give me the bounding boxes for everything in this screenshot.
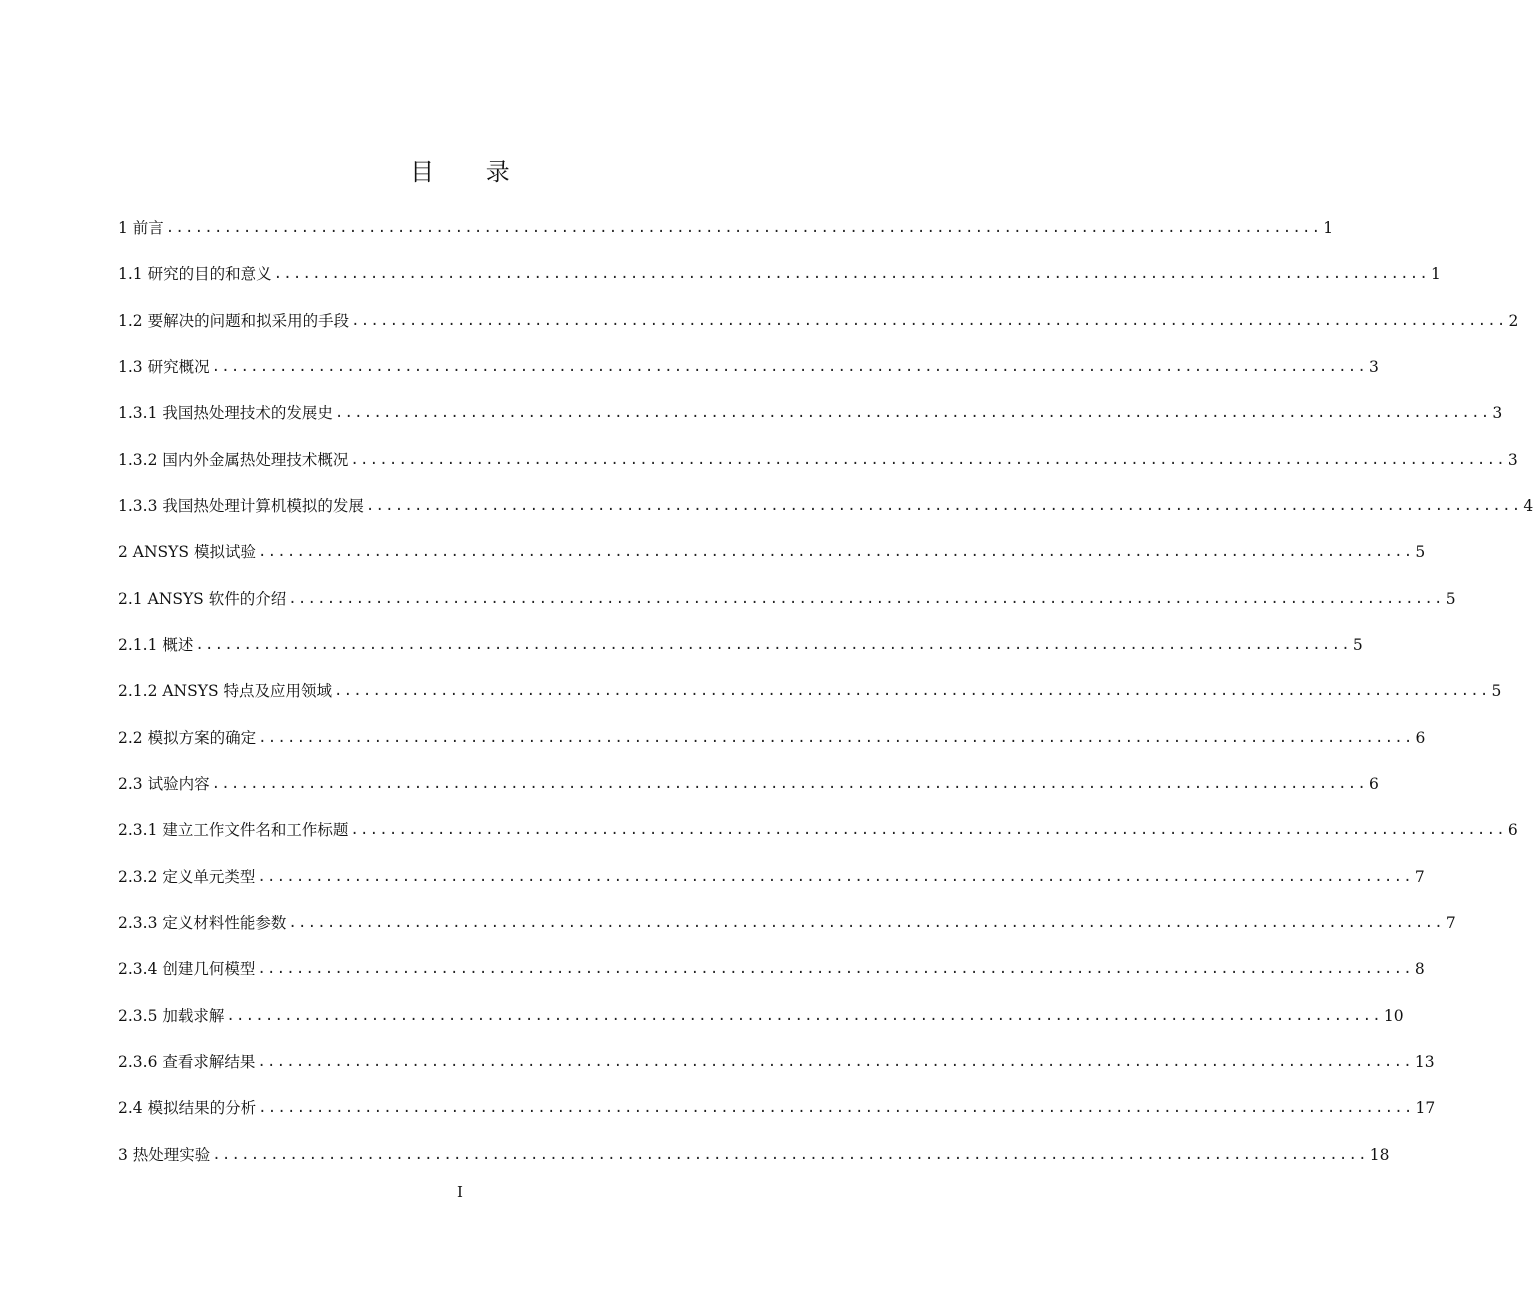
toc-dot-leader: ........................................................................................................................ [211,359,1368,376]
toc-entry-page: 3 [1507,450,1518,469]
toc-entry-page: 1 [1431,265,1441,284]
toc-entry-page: 17 [1415,1099,1436,1118]
toc-entry-label: 1.3 研究概况 [118,358,210,377]
toc-entry[interactable] [118,993,1404,1039]
toc-entry-page: 7 [1445,914,1456,933]
toc-dot-leader: ........................................................................................................................ [288,915,1444,932]
toc-entry-label: 1 前言 [118,219,164,238]
toc-entry-page: 5 [1415,543,1426,562]
toc-entry-label: 2.1.2 ANSYS 特点及应用领域 [118,682,333,701]
toc-entry[interactable] [118,946,1425,992]
toc-entry-page: 3 [1369,358,1379,377]
toc-dot-leader: ........................................................................................................................ [211,776,1368,793]
toc-entry[interactable] [118,1039,1435,1085]
toc-entry[interactable] [118,1132,1390,1178]
toc-entry[interactable] [118,761,1379,807]
toc-entry-label: 2.3.5 加载求解 [118,1006,225,1025]
toc-entry[interactable] [118,251,1441,297]
toc-dot-leader: ........................................................................................................................ [258,729,1414,746]
toc-entry-label: 1.3.1 我国热处理技术的发展史 [118,404,333,423]
toc-entry-label: 2.2 模拟方案的确定 [118,728,257,747]
toc-entry-page: 5 [1491,682,1502,701]
toc-entry[interactable] [118,668,1502,714]
toc-entry-label: 2.1.1 概述 [118,636,194,655]
toc-entry-label: 2 ANSYS 模拟试验 [118,543,256,562]
toc-entry-label: 2.3.4 创建几何模型 [118,960,256,979]
toc-dot-leader: ........................................................................................................................ [334,683,1490,700]
toc-entry-label: 1.3.3 我国热处理计算机模拟的发展 [118,497,364,516]
table-of-contents [118,205,1533,1178]
toc-dot-leader: ........................................................................................................................ [273,266,1430,283]
toc-dot-leader: ........................................................................................................................ [226,1007,1382,1024]
toc-dot-leader: ........................................................................................................................ [212,1146,1368,1163]
toc-entry[interactable] [118,344,1379,390]
toc-entry-label: 1.1 研究的目的和意义 [118,265,272,284]
toc-entry-label: 1.2 要解决的问题和拟采用的手段 [118,311,350,330]
toc-dot-leader: ........................................................................................................................ [334,405,1491,422]
page-title: 目 录 [410,158,532,186]
toc-entry[interactable] [118,854,1425,900]
toc-entry[interactable] [118,483,1533,529]
page-number: I [457,1183,463,1201]
toc-entry-label: 2.3.1 建立工作文件名和工作标题 [118,821,349,840]
toc-dot-leader: ........................................................................................................................ [165,220,1322,237]
toc-entry-page: 6 [1369,775,1379,794]
toc-entry[interactable] [118,900,1456,946]
toc-entry[interactable] [118,390,1503,436]
toc-entry[interactable] [118,576,1456,622]
toc-entry[interactable] [118,529,1426,575]
toc-entry-label: 2.3.2 定义单元类型 [118,867,256,886]
toc-entry[interactable] [118,437,1518,483]
toc-entry-page: 18 [1369,1145,1390,1164]
toc-entry-page: 8 [1414,960,1425,979]
toc-dot-leader: ........................................................................................................................ [257,544,1414,561]
toc-entry-page: 7 [1414,867,1425,886]
toc-entry-label: 1.3.2 国内外金属热处理技术概况 [118,450,349,469]
toc-dot-leader: ........................................................................................................................ [257,1054,1413,1071]
toc-dot-leader: ........................................................................................................................ [350,451,1506,468]
toc-entry-page: 3 [1492,404,1503,423]
toc-entry[interactable] [118,622,1363,668]
toc-entry-label: 3 热处理实验 [118,1145,211,1164]
toc-entry[interactable] [118,298,1519,344]
toc-entry-page: 2 [1508,311,1519,330]
toc-entry-page: 5 [1352,636,1363,655]
toc-dot-leader: ........................................................................................................................ [351,312,1507,329]
toc-dot-leader: ........................................................................................................................ [257,868,1413,885]
toc-dot-leader: ........................................................................................................................ [365,498,1522,515]
toc-entry-label: 2.3.6 查看求解结果 [118,1053,256,1072]
toc-entry-page: 5 [1445,589,1456,608]
toc-entry-page: 6 [1507,821,1518,840]
toc-entry-page: 6 [1415,728,1426,747]
toc-entry-label: 2.3 试验内容 [118,775,210,794]
toc-entry[interactable] [118,205,1334,251]
toc-dot-leader: ........................................................................................................................ [257,961,1413,978]
toc-dot-leader: ........................................................................................................................ [258,1100,1414,1117]
toc-entry-label: 2.1 ANSYS 软件的介绍 [118,589,287,608]
toc-dot-leader: ........................................................................................................................ [350,822,1506,839]
toc-dot-leader: ........................................................................................................................ [195,637,1351,654]
toc-entry-label: 2.3.3 定义材料性能参数 [118,914,287,933]
toc-entry-page: 10 [1383,1006,1404,1025]
toc-entry-page: 1 [1323,219,1334,238]
toc-entry-label: 2.4 模拟结果的分析 [118,1099,257,1118]
toc-entry[interactable] [118,807,1518,853]
toc-entry[interactable] [118,715,1426,761]
toc-entry-page: 4 [1523,497,1533,516]
toc-entry[interactable] [118,1085,1436,1131]
toc-entry-page: 13 [1414,1053,1435,1072]
toc-dot-leader: ........................................................................................................................ [288,590,1444,607]
